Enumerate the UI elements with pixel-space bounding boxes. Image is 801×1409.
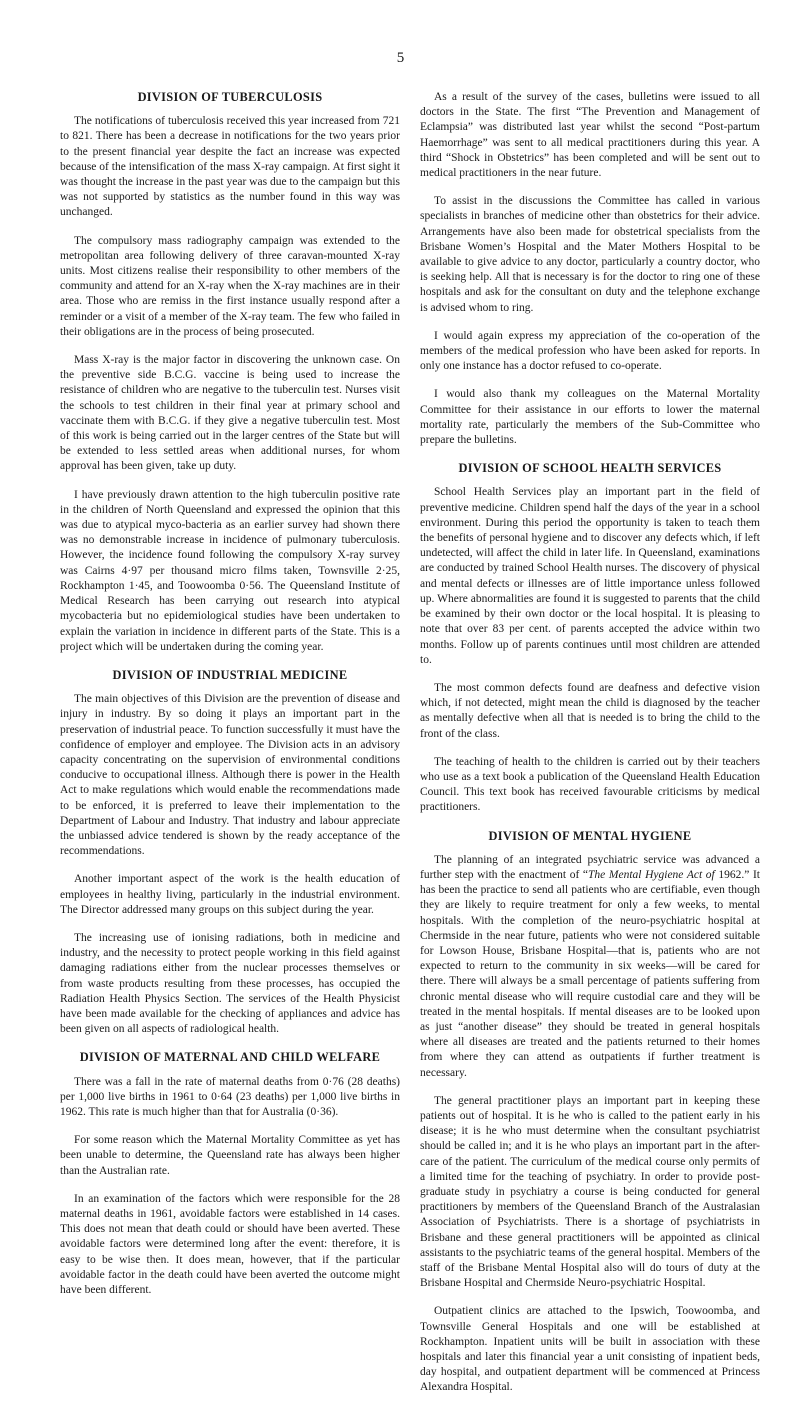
industrial-medicine-heading: DIVISION OF INDUSTRIAL MEDICINE — [112, 667, 348, 682]
paragraph: School Health Services play an important part in the field of preventive medicine. Children spend half the days of the year in a school environment. During this period the opportunity is taken to teach them the benefits of personal hygiene and to discover any defects which, if left undetected, will affect the child in later life. In Queensland, examinations are conducted by trained School Health nurses. The discovery of physical and mental defects or illnesses are of little importance unless followed up. Where abnormalities are found it is suggested to parents that the child be examined by their own doctor or the local hospital. It is pleasing to note that over 83 per cent. of parents accepted the advice within two months. Follow up of parents continues until most children are attended to. — [420, 486, 760, 666]
paragraph: Outpatient clinics are attached to the Ipswich, Toowoomba, and Townsville General Hospitals and one will be established at Rockhampton. Inpatient units will be built in association with these hospitals and later this financial year a unit consisting of inpatient beds, day hospital, and outpatient department will be commenced at Princess Alexandra Hospital. — [420, 1305, 760, 1394]
tuberculosis-heading: DIVISION OF TUBERCULOSIS — [137, 90, 323, 104]
paragraph: For some reason which the Maternal Mortality Committee as yet has been unable to determine, the Queensland rate has always been higher than the Australian rate. — [60, 1134, 400, 1177]
paragraph: I would again express my appreciation of the co-operation of the members of the medical profession who have been asked for reports. In only one instance has a doctor refused to co-operate. — [420, 329, 760, 373]
paragraph: Another important aspect of the work is the health education of employees in healthy living, particularly in the industrial environment. The Director addressed many groups on this subject during the year. — [60, 873, 400, 916]
school-health-heading: DIVISION OF SCHOOL HEALTH SERVICES — [458, 461, 722, 476]
paragraph: I have previously drawn attention to the high tuberculin positive rate in the children of North Queensland and expressed the opinion that this was due to atypical myco-bacteria as an earlier survey had shown there was no demonstrable increase in incidence of pulmonary tuberculosis. However, the incidence found following the compulsory X-ray survey was Cairns 4·97 per thousand micro films taken, Townsville 2·25, Rockhampton 1·45, and Toowoomba 0·56. The Queensland Institute of Medical Research has been carrying out research into atypical mycobacteria but no epidemiological studies have been undertaken to explain the variation in incidence in different parts of the State. This is a project which will be undertaken during the coming year. — [60, 488, 400, 653]
text-run: The planning of an integrated psychiatric service was advanced a further step with the enactment of “ — [420, 853, 760, 881]
paragraph: There was a fall in the rate of maternal deaths from 0·76 (28 deaths) per 1,000 live births in 1961 to 0·64 (23 deaths) per 1,000 live births in 1962. This rate is much higher than that for Australia (0·36). — [60, 1075, 400, 1118]
paragraph: I would also thank my colleagues on the Maternal Mortality Committee for their assistance in our efforts to lower the maternal mortality rate, particularly the members of the Sub-Committee who prepare the bulletins. — [420, 388, 760, 447]
page-number: 5 — [396, 50, 405, 66]
paragraph: The main objectives of this Division are the prevention of disease and injury in industry. By so doing it plays an important part in the preservation of industrial peace. To function successfully it must have the confidence of employer and employee. The Division acts in an advisory capacity concentrating on the supervision of environmental conditions conducive to occupational illness. Although there is power in the Health Act to make regulations which would enable the recommendations made to be enforced, it is preferred to leave their implementation to the Department of Labour and Industry. That industry and labour appreciate the unbiassed advice tendered is shown by the ready acceptance of the recommendations. — [60, 693, 400, 858]
paragraph: As a result of the survey of the cases, bulletins were issued to all doctors in the State. The first “The Prevention and Management of Eclampsia” was distributed last year whilst the second “Post-partum Haemorrhage” was sent to all medical practitioners during this year. A third “Shock in Obstetrics” has been completed and will be sent out to medical practitioners in the near future. — [420, 91, 760, 180]
left-column — [60, 90, 400, 1311]
paragraph — [420, 853, 760, 1081]
mental-hygiene-heading: DIVISION OF MENTAL HYGIENE — [488, 828, 692, 843]
paragraph: The increasing use of ionising radiations, both in medicine and industry, and the necessity to protect people working in this field against damaging radiations either from the nuclear processes themselves or from waste products resulting from these processes, has occupied the Radiation Health Physics Section. The services of the Health Physicist have been made available for the checking of appliances and advice has been given on all aspects of radiological health. — [60, 931, 400, 1036]
paragraph: The teaching of health to the children is carried out by their teachers who use as a text book a publication of the Queensland Health Education Council. This text book has received favourable criticisms by medical practitioners. — [420, 755, 760, 814]
paragraph: The compulsory mass radiography campaign was extended to the metropolitan area following delivery of three caravan-mounted X-ray units. Most citizens realise their responsibility to other members of the community and attend for an X-ray when the X-ray machines are in their area. Those who are remiss in the first instance usually respond after a reminder or a visit of a member of the X-ray team. The few who failed in their obligations are in the process of being prosecuted. — [60, 234, 400, 338]
paragraph: To assist in the discussions the Committee has called in various specialists in branches of medicine other than obstetrics for their advice. Arrangements have also been made for obstetrical specialists from the Brisbane Women’s Hospital and the Mater Mothers Hospital to be available to give advice to any doctor, particularly a country doctor, who is seeking help. All that is necessary is for the doctor to ring one of these hospitals and ask for the consultant on duty and the telephone exchange is advised whom to ring. — [420, 195, 760, 314]
paragraph: The most common defects found are deafness and defective vision which, if not detected, might mean the child is diagnosed by the teacher as mentally defective when all that is needed is to bring the child to the front of the class. — [420, 681, 760, 740]
paragraph: The notifications of tuberculosis received this year increased from 721 to 821. There has been a decrease in notifications for the two years prior to the present financial year despite the fact an increase was expected because of the intensification of the mass X-ray campaign. At first sight it was thought the increase in the past year was due to the campaign but this was not supported by statistics as the number found in this way was unchanged. — [60, 115, 400, 219]
paragraph: The general practitioner plays an important part in keeping these patients out of hospital. It is he who is called to the patient early in his disease; it is he who must determine when the consultant psychiatrist should be called in; and it is he who plays an important part in the after-care of the patient. The curriculum of the medical course only permits of a limited time for the teaching of psychiatry. In order to provide post-graduate study in psychiatry a course is being conducted for general practitioners by members of the Queensland Branch of the Australasian Association of Psychiatrists. There is a shortage of psychiatrists in Brisbane and these general practitioners will be appointed as clinical assistants to the psychiatric teams of the general hospital. Members of the staff of the Brisbane Mental Hospital also will do tours of duty at the Brisbane Hospital and Chermside Neuro-psychiatric Hospital. — [420, 1094, 760, 1290]
maternal-child-welfare-heading: DIVISION OF MATERNAL AND CHILD WELFARE — [79, 1050, 381, 1065]
act-title: The Mental Hygiene Act of — [588, 868, 715, 881]
paragraph: In an examination of the factors which were responsible for the 28 maternal deaths in 1961, avoidable factors were established in 14 cases. This does not mean that death could or should have been averted. These avoidable factors were determined long after the event: therefore, it is easy to be wise then. It does mean, however, that if the particular avoidable factor in the death could have been averted the outcome might have been different. — [60, 1192, 400, 1297]
text-run: 1962.” It has been the practice to send all patients who are certifiable, even though they are likely to require treatment for only a few weeks, to mental hospitals. With the completion of the neuro-psychiatric hospital at Chermside in the near future, patients who were not considered suitable for Lowson House, Brisbane Hospital—that is, patients who are not expected to return to the community in six weeks—will be cared for there. There will always be a small percentage of patients suffering from chronic mental disease who will require custodial care and they will be treated in the mental hospitals. If mental diseases are to be looked upon as just “another disease” they should be treated in general hospitals where all diseases are treated and the patients returned to their homes from where they can attend as outpatients if further treatment is necessary. — [420, 868, 760, 1079]
right-column — [420, 90, 760, 1409]
paragraph: Mass X-ray is the major factor in discovering the unknown case. On the preventive side B.C.G. vaccine is being used to increase the resistance of children who are negative to the tuberculin test. Nurses visit the schools to test children in their final year at primary school and vaccinate them with B.C.G. if they give a negative tuberculin test. Most of this work is being carried out in the larger centres of the State but will be extended to less settled areas when additional nurses, for whom approval has been given, take up duty. — [60, 354, 400, 473]
